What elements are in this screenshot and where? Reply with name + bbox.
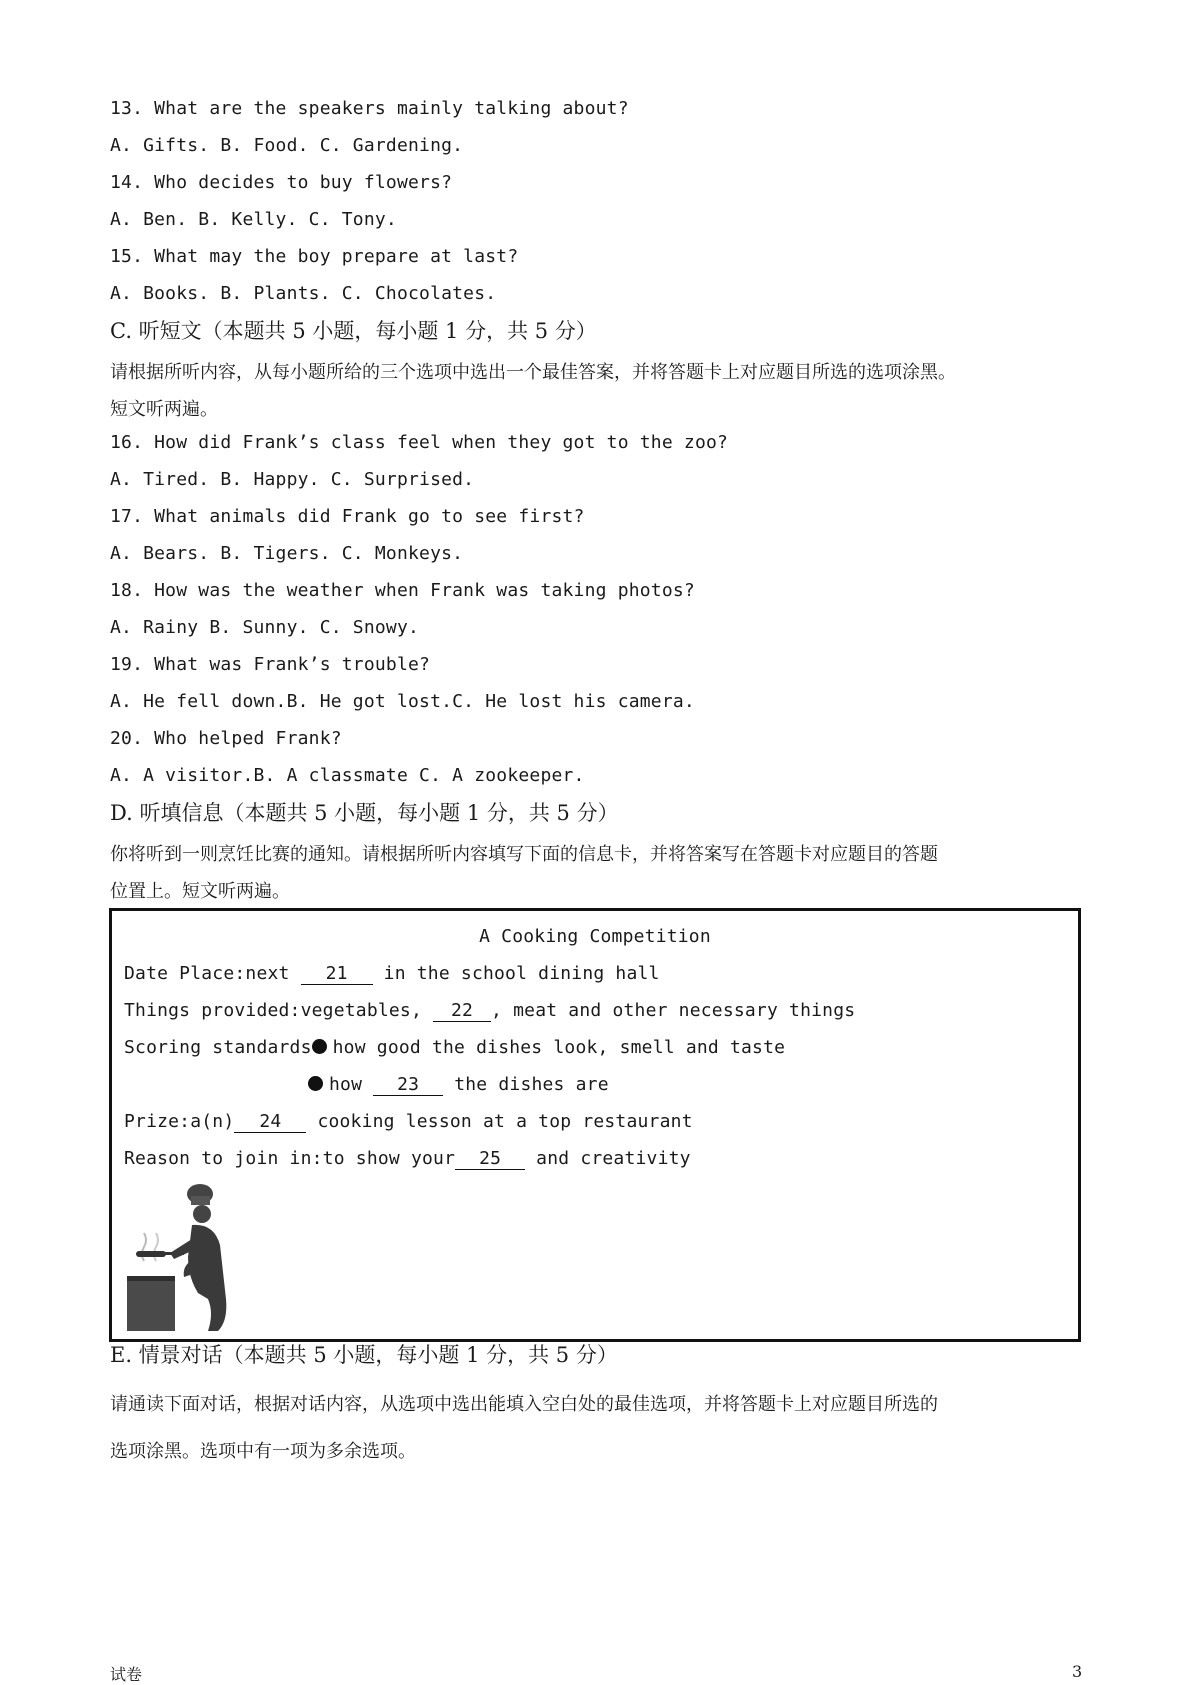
section-c-instruction: 请根据所听内容，从每小题所给的三个选项中选出一个最佳答案，并将答题卡上对应题目所选的选项涂黑。 <box>110 362 956 383</box>
page-number: 3 <box>1072 1662 1083 1681</box>
date-pre: next <box>245 963 290 984</box>
info-card <box>109 908 1081 1342</box>
reason-pre: to show your <box>322 1148 456 1169</box>
question-20: 20. Who helped Frank? <box>110 728 342 749</box>
question-14: 14. Who decides to buy flowers? <box>110 172 453 193</box>
date-label: Date Place: <box>124 963 246 984</box>
date-post: in the school dining hall <box>383 963 660 984</box>
info-card-date-row <box>124 963 660 985</box>
scoring-2-pre: how <box>329 1074 363 1095</box>
blank-23[interactable]: 23 <box>373 1074 443 1096</box>
question-16-options: A. Tired. B. Happy. C. Surprised. <box>110 469 475 490</box>
section-d-heading: D. 听填信息（本题共 5 小题，每小题 1 分，共 5 分） <box>110 801 619 825</box>
scoring-label: Scoring standards <box>124 1037 312 1058</box>
info-card-prize-row <box>124 1111 693 1133</box>
things-label: Things provided: <box>124 1000 301 1021</box>
info-card-reason-row <box>124 1148 691 1170</box>
info-card-scoring-row <box>124 1037 785 1058</box>
section-c-instruction-2: 短文听两遍。 <box>110 399 218 420</box>
reason-post: and creativity <box>536 1148 691 1169</box>
blank-24[interactable]: 24 <box>234 1111 306 1133</box>
scoring-2-post: the dishes are <box>454 1074 609 1095</box>
reason-label: Reason to join in: <box>124 1148 323 1169</box>
question-14-options: A. Ben. B. Kelly. C. Tony. <box>110 209 397 230</box>
scoring-1: how good the dishes look, smell and taste <box>332 1037 786 1058</box>
footer-label: 试卷 <box>110 1665 143 1684</box>
prize-label: Prize: <box>124 1111 191 1132</box>
question-13: 13. What are the speakers mainly talking about? <box>110 98 629 119</box>
section-d-instruction-2: 位置上。短文听两遍。 <box>110 881 290 902</box>
section-e-instruction: 请通读下面对话，根据对话内容，从选项中选出能填入空白处的最佳选项，并将答题卡上对应题目所选的 <box>110 1394 938 1415</box>
things-post: , meat and other necessary things <box>491 1000 856 1021</box>
question-17-options: A. Bears. B. Tigers. C. Monkeys. <box>110 543 464 564</box>
bullet-icon <box>308 1076 323 1091</box>
chef-cooking-icon <box>122 1181 252 1336</box>
info-card-scoring-row-2 <box>308 1074 609 1096</box>
prize-pre: a(n) <box>190 1111 235 1132</box>
question-17: 17. What animals did Frank go to see first? <box>110 506 585 527</box>
question-18: 18. How was the weather when Frank was taking photos? <box>110 580 695 601</box>
question-20-options: A. A visitor.B. A classmate C. A zookeeper. <box>110 765 585 786</box>
section-e-instruction-2: 选项涂黑。选项中有一项为多余选项。 <box>110 1441 416 1462</box>
question-15-options: A. Books. B. Plants. C. Chocolates. <box>110 283 497 304</box>
info-card-title: A Cooking Competition <box>479 926 711 947</box>
question-13-options: A. Gifts. B. Food. C. Gardening. <box>110 135 464 156</box>
question-18-options: A. Rainy B. Sunny. C. Snowy. <box>110 617 420 638</box>
info-card-things-row <box>124 1000 855 1022</box>
blank-25[interactable]: 25 <box>455 1148 525 1170</box>
blank-22[interactable]: 22 <box>433 1000 491 1022</box>
section-c-heading: C. 听短文（本题共 5 小题，每小题 1 分，共 5 分） <box>110 319 597 343</box>
bullet-icon <box>312 1039 327 1054</box>
things-pre: vegetables, <box>300 1000 422 1021</box>
question-19-options: A. He fell down.B. He got lost.C. He lost his camera. <box>110 691 695 712</box>
section-d-instruction: 你将听到一则烹饪比赛的通知。请根据所听内容填写下面的信息卡，并将答案写在答题卡对应题目的答题 <box>110 844 938 865</box>
section-e-heading: E. 情景对话（本题共 5 小题，每小题 1 分，共 5 分） <box>110 1343 618 1367</box>
question-19: 19. What was Frank’s trouble? <box>110 654 431 675</box>
question-15: 15. What may the boy prepare at last? <box>110 246 519 267</box>
question-16: 16. How did Frank’s class feel when they got to the zoo? <box>110 432 729 453</box>
blank-21[interactable]: 21 <box>301 963 373 985</box>
prize-post: cooking lesson at a top restaurant <box>317 1111 693 1132</box>
